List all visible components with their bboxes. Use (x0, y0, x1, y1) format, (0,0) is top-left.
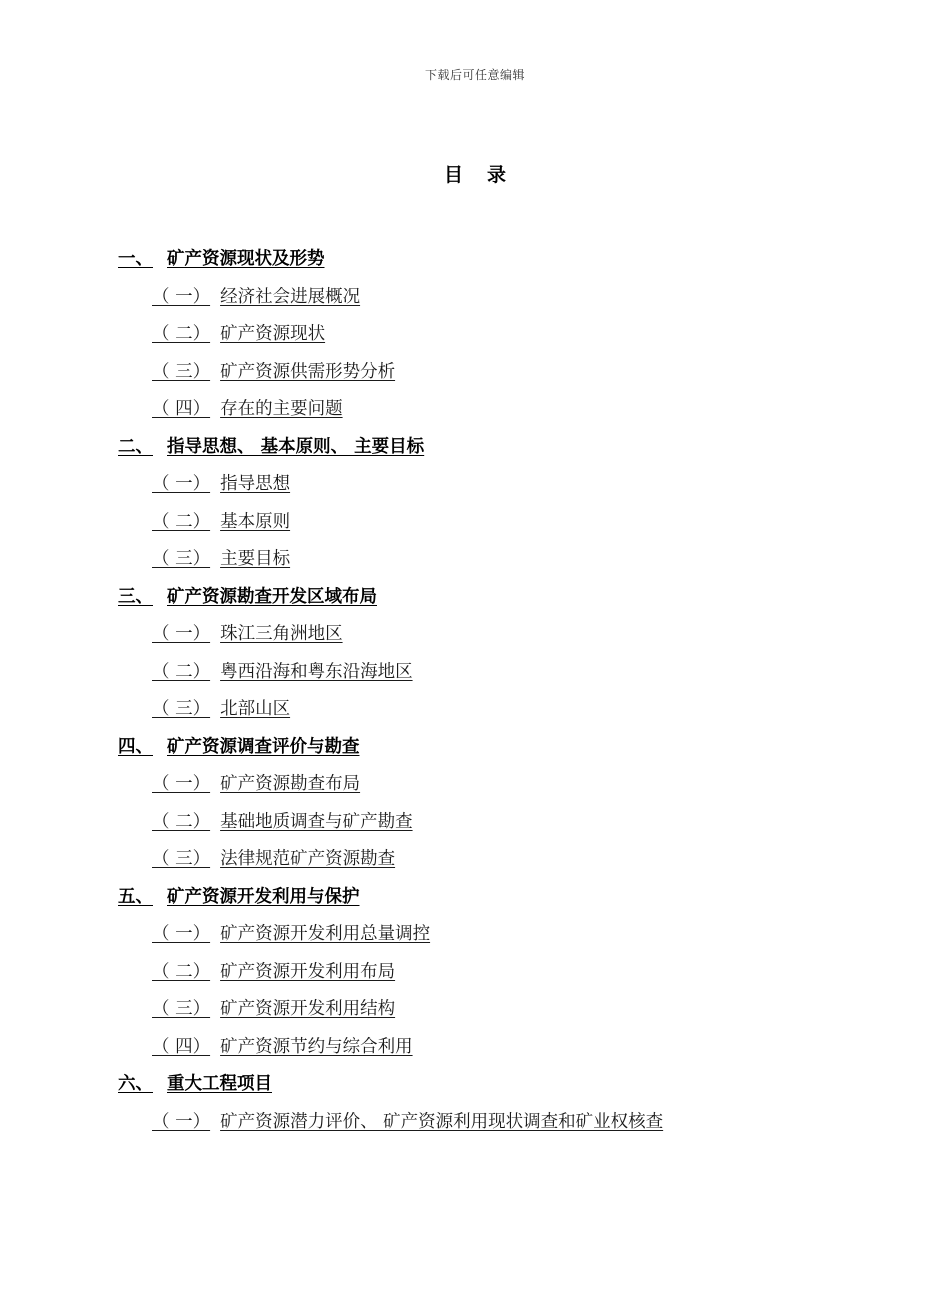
toc-link[interactable] (152, 812, 413, 832)
toc-entry-number: （ 一） (152, 474, 211, 494)
toc-entry-label: 矿产资源开发利用与保护 (167, 886, 360, 907)
toc-subsection-entry (118, 809, 898, 847)
toc-subsection-entry (118, 921, 898, 959)
toc-link[interactable] (118, 587, 377, 607)
toc-entry-label: 经济社会进展概况 (220, 286, 361, 307)
toc-link[interactable] (152, 774, 360, 794)
toc-link[interactable] (152, 1112, 663, 1132)
toc-link[interactable] (152, 549, 290, 569)
toc-subsection-entry (118, 546, 898, 584)
toc-entry-label: 法律规范矿产资源勘查 (220, 849, 396, 869)
toc-entry-number: （ 四） (152, 1036, 211, 1057)
toc-section-entry (118, 734, 898, 772)
toc-entry-label: 矿产资源开发利用总量调控 (220, 924, 431, 944)
toc-entry-number: （ 二） (152, 961, 211, 982)
toc-entry-number: （ 三） (152, 361, 211, 382)
toc-link[interactable] (152, 849, 395, 869)
toc-entry-number: （ 四） (152, 399, 211, 419)
toc-link[interactable] (118, 437, 424, 457)
toc-entry-number: （ 二） (152, 511, 211, 532)
toc-title-right: 录 (487, 164, 507, 186)
toc-entry-label: 矿产资源勘查布局 (220, 774, 361, 794)
toc-entry-label: 矿产资源潜力评价、 矿产资源利用现状调查和矿业权核查 (220, 1111, 664, 1132)
toc-entry-number: （ 一） (152, 1111, 211, 1132)
toc-entry-number: （ 三） (152, 549, 211, 569)
toc-entry-label: 指导思想 (220, 474, 291, 494)
toc-entry-label: 北部山区 (220, 699, 291, 719)
toc-subsection-entry (118, 284, 898, 322)
toc-entry-label: 重大工程项目 (167, 1074, 272, 1094)
toc-link[interactable] (152, 1037, 413, 1057)
toc-link[interactable] (152, 924, 430, 944)
toc-entry-number: （ 二） (152, 811, 211, 832)
toc-entry-label: 基本原则 (220, 511, 291, 532)
toc-entry-label: 存在的主要问题 (220, 399, 343, 419)
toc-link[interactable] (152, 474, 290, 494)
toc-section-entry (118, 584, 898, 622)
toc-entry-number: （ 一） (152, 286, 211, 307)
toc-link[interactable] (152, 512, 290, 532)
toc-entry-number: 五、 (118, 886, 153, 907)
toc-entry-number: （ 三） (152, 999, 211, 1019)
toc-link[interactable] (118, 737, 360, 757)
toc-link[interactable] (118, 1074, 272, 1094)
toc-subsection-entry (118, 321, 898, 359)
toc-entry-label: 指导思想、 基本原则、 主要目标 (167, 436, 425, 457)
toc-entry-number: 三、 (118, 586, 153, 607)
toc-link[interactable] (152, 362, 395, 382)
toc-entry-label: 珠江三角洲地区 (220, 624, 343, 644)
toc-entry-label: 矿产资源勘查开发区域布局 (167, 586, 377, 607)
toc-subsection-entry (118, 659, 898, 697)
toc-link[interactable] (118, 887, 360, 907)
toc-entry-number: 四、 (118, 736, 153, 757)
toc-subsection-entry (118, 696, 898, 734)
toc-subsection-entry (118, 1034, 898, 1072)
toc-entry-label: 矿产资源调查评价与勘查 (167, 736, 360, 757)
toc-entry-label: 矿产资源现状及形势 (167, 249, 325, 269)
toc-entry-label: 基础地质调查与矿产勘查 (220, 811, 413, 832)
toc-entry-number: 六、 (118, 1074, 153, 1094)
toc-entry-number: （ 二） (152, 324, 211, 344)
toc-entry-number: （ 一） (152, 624, 211, 644)
toc-link[interactable] (152, 287, 360, 307)
toc-subsection-entry (118, 509, 898, 547)
toc-entry-label: 矿产资源开发利用布局 (220, 961, 396, 982)
toc-entry-label: 矿产资源现状 (220, 324, 326, 344)
table-of-contents (118, 246, 898, 1146)
toc-entry-number: 二、 (118, 436, 153, 457)
page-header: 下载后可任意编辑 (424, 68, 525, 82)
toc-section-entry (118, 246, 898, 284)
toc-link[interactable] (152, 662, 413, 682)
toc-entry-number: （ 三） (152, 849, 211, 869)
toc-section-entry (118, 434, 898, 472)
toc-subsection-entry (118, 1109, 898, 1147)
toc-link[interactable] (118, 249, 325, 269)
toc-title-left: 目 (443, 164, 463, 186)
toc-link[interactable] (152, 962, 395, 982)
toc-entry-label: 矿产资源开发利用结构 (220, 999, 396, 1019)
toc-entry-number: （ 一） (152, 924, 211, 944)
toc-subsection-entry (118, 471, 898, 509)
toc-entry-number: （ 二） (152, 661, 211, 682)
toc-subsection-entry (118, 359, 898, 397)
toc-section-entry (118, 1071, 898, 1109)
toc-entry-label: 矿产资源供需形势分析 (220, 361, 396, 382)
toc-link[interactable] (152, 699, 290, 719)
toc-section-entry (118, 884, 898, 922)
toc-entry-number: 一、 (118, 249, 153, 269)
toc-subsection-entry (118, 396, 898, 434)
toc-subsection-entry (118, 846, 898, 884)
toc-subsection-entry (118, 771, 898, 809)
toc-title (0, 160, 950, 187)
toc-entry-number: （ 一） (152, 774, 211, 794)
toc-subsection-entry (118, 959, 898, 997)
toc-subsection-entry (118, 996, 898, 1034)
toc-entry-label: 矿产资源节约与综合利用 (220, 1036, 413, 1057)
toc-subsection-entry (118, 621, 898, 659)
toc-link[interactable] (152, 324, 325, 344)
toc-link[interactable] (152, 999, 395, 1019)
toc-entry-label: 粤西沿海和粤东沿海地区 (220, 661, 413, 682)
toc-link[interactable] (152, 624, 343, 644)
toc-entry-number: （ 三） (152, 699, 211, 719)
toc-entry-label: 主要目标 (220, 549, 291, 569)
toc-link[interactable] (152, 399, 343, 419)
